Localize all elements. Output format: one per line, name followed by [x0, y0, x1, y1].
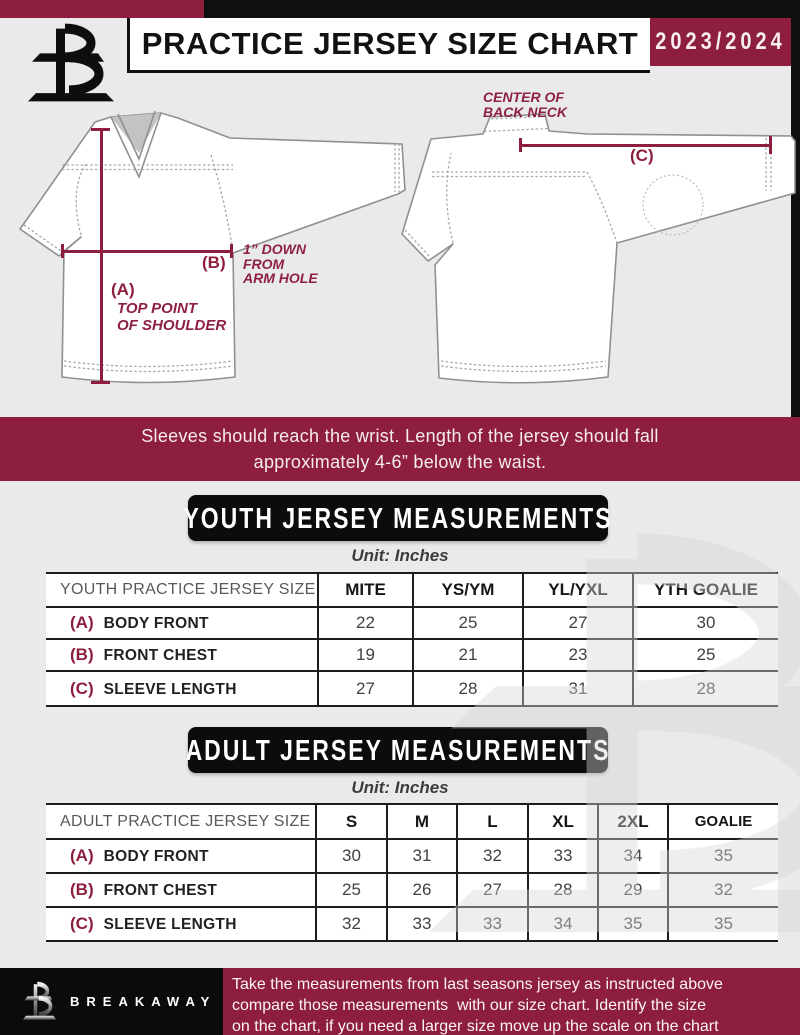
season-badge: [650, 18, 791, 66]
adult-size-table: [46, 803, 778, 942]
label-b-key: (B): [202, 253, 226, 272]
adult-col-2xl: 2XL: [598, 804, 668, 839]
measure-tick-a-top: [91, 128, 110, 131]
youth-unit-label: Unit: Inches: [351, 546, 449, 565]
breakaway-footer-logo-icon: [22, 981, 58, 1023]
footer-brand-panel: [0, 968, 223, 1035]
top-strip-maroon: [0, 0, 204, 18]
measure-tick-a-bottom: [91, 381, 110, 384]
youth-col-ylyxl: YL/YXL: [523, 573, 633, 607]
measure-tick-b-right: [230, 244, 233, 258]
footer-line1: Take the measurements from last seasons jersey as instructed above: [232, 976, 723, 993]
brand-name: BREAKAWAY: [70, 994, 217, 1009]
label-a-note: TOP POINT OF SHOULDER: [117, 300, 227, 334]
table-row: (C) SLEEVE LENGTH 27 28 31 28: [46, 671, 778, 706]
youth-col-goalie: YTH GOALIE: [633, 573, 778, 607]
youth-section-title: YOUTH JERSEY MEASUREMENTS: [188, 495, 608, 541]
measure-tick-b-left: [61, 244, 64, 258]
measure-line-a: [100, 129, 103, 383]
youth-size-header: YOUTH PRACTICE JERSEY SIZE: [46, 573, 318, 607]
youth-col-ysym: YS/YM: [413, 573, 523, 607]
table-row: (C) SLEEVE LENGTH 32 33 33 34 35 35: [46, 907, 778, 941]
adult-col-l: L: [457, 804, 528, 839]
season-label: 2023/2024: [655, 28, 786, 55]
adult-col-s: S: [316, 804, 387, 839]
measure-tick-c-right: [769, 136, 772, 154]
table-row: (A) BODY FRONT 22 25 27 30: [46, 607, 778, 639]
adult-unit-label: Unit: Inches: [351, 778, 449, 797]
adult-section-title: ADULT JERSEY MEASUREMENTS: [188, 727, 608, 773]
youth-col-mite: MITE: [318, 573, 413, 607]
adult-col-goalie: GOALIE: [668, 804, 778, 839]
label-b-note: 1” DOWN FROM ARM HOLE: [243, 241, 318, 286]
back-jersey-diagram: [395, 95, 800, 395]
measure-tick-c-left: [519, 138, 522, 152]
adult-col-xl: XL: [528, 804, 598, 839]
table-row: (B) FRONT CHEST 19 21 23 25: [46, 639, 778, 671]
fit-note-line2: approximately 4-6” below the waist.: [253, 452, 547, 472]
label-c-key: (C): [630, 146, 654, 165]
adult-size-header: ADULT PRACTICE JERSEY SIZE: [46, 804, 316, 839]
fit-note-line1: Sleeves should reach the wrist. Length of the jersey should fall: [141, 426, 659, 446]
table-row: (B) FRONT CHEST 25 26 27 28 29 32: [46, 873, 778, 907]
youth-size-table: [46, 572, 778, 707]
footer-line3: on the chart, if you need a larger size move up the scale on the chart: [232, 1018, 719, 1035]
breakaway-logo-icon: [26, 22, 118, 108]
footer-instructions-panel: [223, 968, 800, 1035]
top-strip-black: [204, 0, 800, 18]
page-title: PRACTICE JERSEY SIZE CHART: [141, 26, 639, 61]
page-title-bar: [127, 18, 650, 73]
table-row: (A) BODY FRONT 30 31 32 33 34 35: [46, 839, 778, 873]
adult-col-m: M: [387, 804, 457, 839]
label-a-key: (A): [111, 280, 135, 299]
footer-line2: compare those measurements with our size chart. Identify the size: [232, 997, 706, 1014]
fit-note-banner: [0, 417, 800, 481]
label-c-note: CENTER OF BACK NECK: [483, 89, 567, 120]
